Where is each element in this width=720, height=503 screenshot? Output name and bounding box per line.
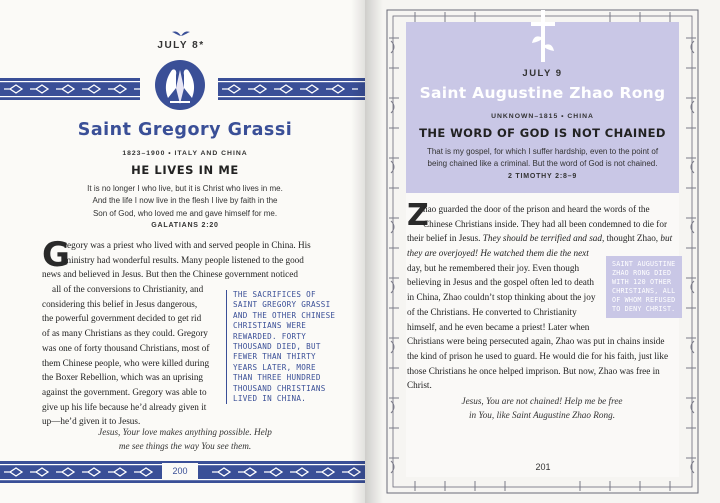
scripture-verse [417, 146, 668, 171]
saint-dates-places: 1823–1900 • ITALY AND CHINA [122, 150, 248, 157]
body-line: believing in Jesus and the gospel often led to death [407, 277, 595, 288]
verse-line: Son of God, who loved me and gave himself for me. [92, 208, 278, 218]
drop-cap: Z [407, 198, 429, 233]
body-italic-run: but [660, 233, 673, 244]
body-text-run: thought Zhao, [606, 233, 659, 244]
page-number: 201 [535, 462, 551, 472]
body-line: of the Christians. He converted to Christianity [407, 306, 577, 317]
body-italic-run: they are overjoyed! He watched them die the next [407, 248, 589, 259]
body-line: news and believed in Jesus. But then the Chinese government noticed [42, 269, 298, 280]
verse-line: That is my gospel, for which I suffer hardship, even to the point of [426, 147, 659, 156]
saint-title: Saint Augustine Zhao Rong [419, 84, 666, 102]
drop-cap: G [42, 235, 70, 275]
body-line: regory was a priest who lived with and served people in China. His [64, 240, 311, 250]
prayer-line: Jesus, You are not chained! Help me be free [461, 396, 623, 406]
body-line: Chinese Christians inside. They had all been condemned to die for [423, 218, 668, 229]
prayer-line: in You, like Saint Augustine Zhao Rong. [469, 410, 615, 420]
devotion-heading: THE WORD OF GOD IS NOT CHAINED [419, 126, 666, 140]
body-line: Christ. [407, 380, 432, 391]
gutter-shadow [351, 0, 365, 503]
body-text-run: their belief in Jesus. [407, 233, 481, 244]
verse-line: being chained like a criminal. But the word of God is not chained. [427, 159, 658, 169]
body-line: the kind of prison he used to guard. He would die for his faith, just like [407, 350, 669, 361]
body-line: was one of forty thousand Christians, most of [42, 342, 210, 353]
body-line: Christians were being persecuted again, Zhao was put in chains inside [407, 336, 665, 347]
prayer-line: Jesus, Your love makes anything possible. Help [98, 427, 272, 437]
body-line: the powerful government decided to get rid [42, 313, 202, 324]
pull-quote: SAINT AUGUSTINE ZHAO RONG DIED WITH 120 OTHER CHRISTIANS, ALL OF WHOM REFUSED TO DENY CHRIST. [606, 256, 682, 318]
prayer-line: me see things the way You see them. [118, 441, 252, 451]
page-number: 200 [162, 463, 198, 480]
body-line: day, but he remembered their joy. Even though [407, 262, 580, 273]
body-line: give up his life because he’d already given it [42, 401, 207, 412]
verse-line: And the life I now live in the flesh I live by faith in the [92, 196, 278, 206]
body-line: in China, Zhao couldn’t stop thinking about the joy [407, 292, 596, 303]
closing-prayer [40, 425, 330, 453]
pull-quote: THE SACRIFICES OF SAINT GREGORY GRASSI AND THE OTHER CHINESE CHRISTIANS WERE REWARDED. FORTY THOUSAND DIED, BUT FEWER THAN THIRTY YEARS LATER, MORE THAN THREE HUNDRED THOUSAND CHRISTIANS LIVED IN CHINA. [226, 290, 338, 404]
scripture-verse [50, 183, 320, 220]
date-label: JULY 8* [157, 40, 205, 51]
body-line: against the government. Gregory was able to [42, 386, 207, 397]
body-line: those Christians he once helped imprison. But now, Zhao was free in [407, 365, 660, 376]
top-ornament-band-right [218, 78, 365, 100]
body-line: up—he’d given it to Jesus. [42, 416, 141, 427]
body-line: considering this belief in Jesus dangerous, [42, 298, 198, 309]
body-line: hao guarded the door of the prison and heard the words of the [423, 204, 650, 214]
devotion-heading: HE LIVES IN ME [131, 163, 239, 177]
body-line: them Chinese people, who were killed during [42, 357, 210, 368]
right-page [365, 0, 720, 503]
scripture-reference: GALATIANS 2:20 [151, 222, 219, 229]
saint-title: Saint Gregory Grassi [77, 120, 293, 140]
date-label: JULY 9 [522, 68, 563, 79]
top-ornament-band-left [0, 78, 140, 100]
gutter-shadow [365, 0, 383, 503]
cross-icon [523, 8, 563, 69]
body-line: of as many Christians as they could. Gregory [42, 328, 208, 339]
saint-dates-places: UNKNOWN–1815 • CHINA [491, 113, 594, 120]
praying-hands-icon [150, 58, 210, 118]
body-italic-run: They should be terrified and sad, [482, 233, 605, 244]
body-line: all of the conversions to Christianity, and [52, 284, 204, 295]
body-line: himself, and he even became a priest! Later when [407, 321, 590, 332]
body-line: ministry had wonderful results. Many people listened to the good [64, 254, 304, 265]
body-line [407, 231, 675, 246]
body-line: the Boxer Rebellion, which was an uprising [42, 372, 204, 383]
scripture-reference: 2 TIMOTHY 2:8–9 [507, 173, 578, 180]
verse-line: It is no longer I who live, but it is Christ who lives in me. [87, 184, 283, 193]
closing-prayer [407, 394, 677, 422]
